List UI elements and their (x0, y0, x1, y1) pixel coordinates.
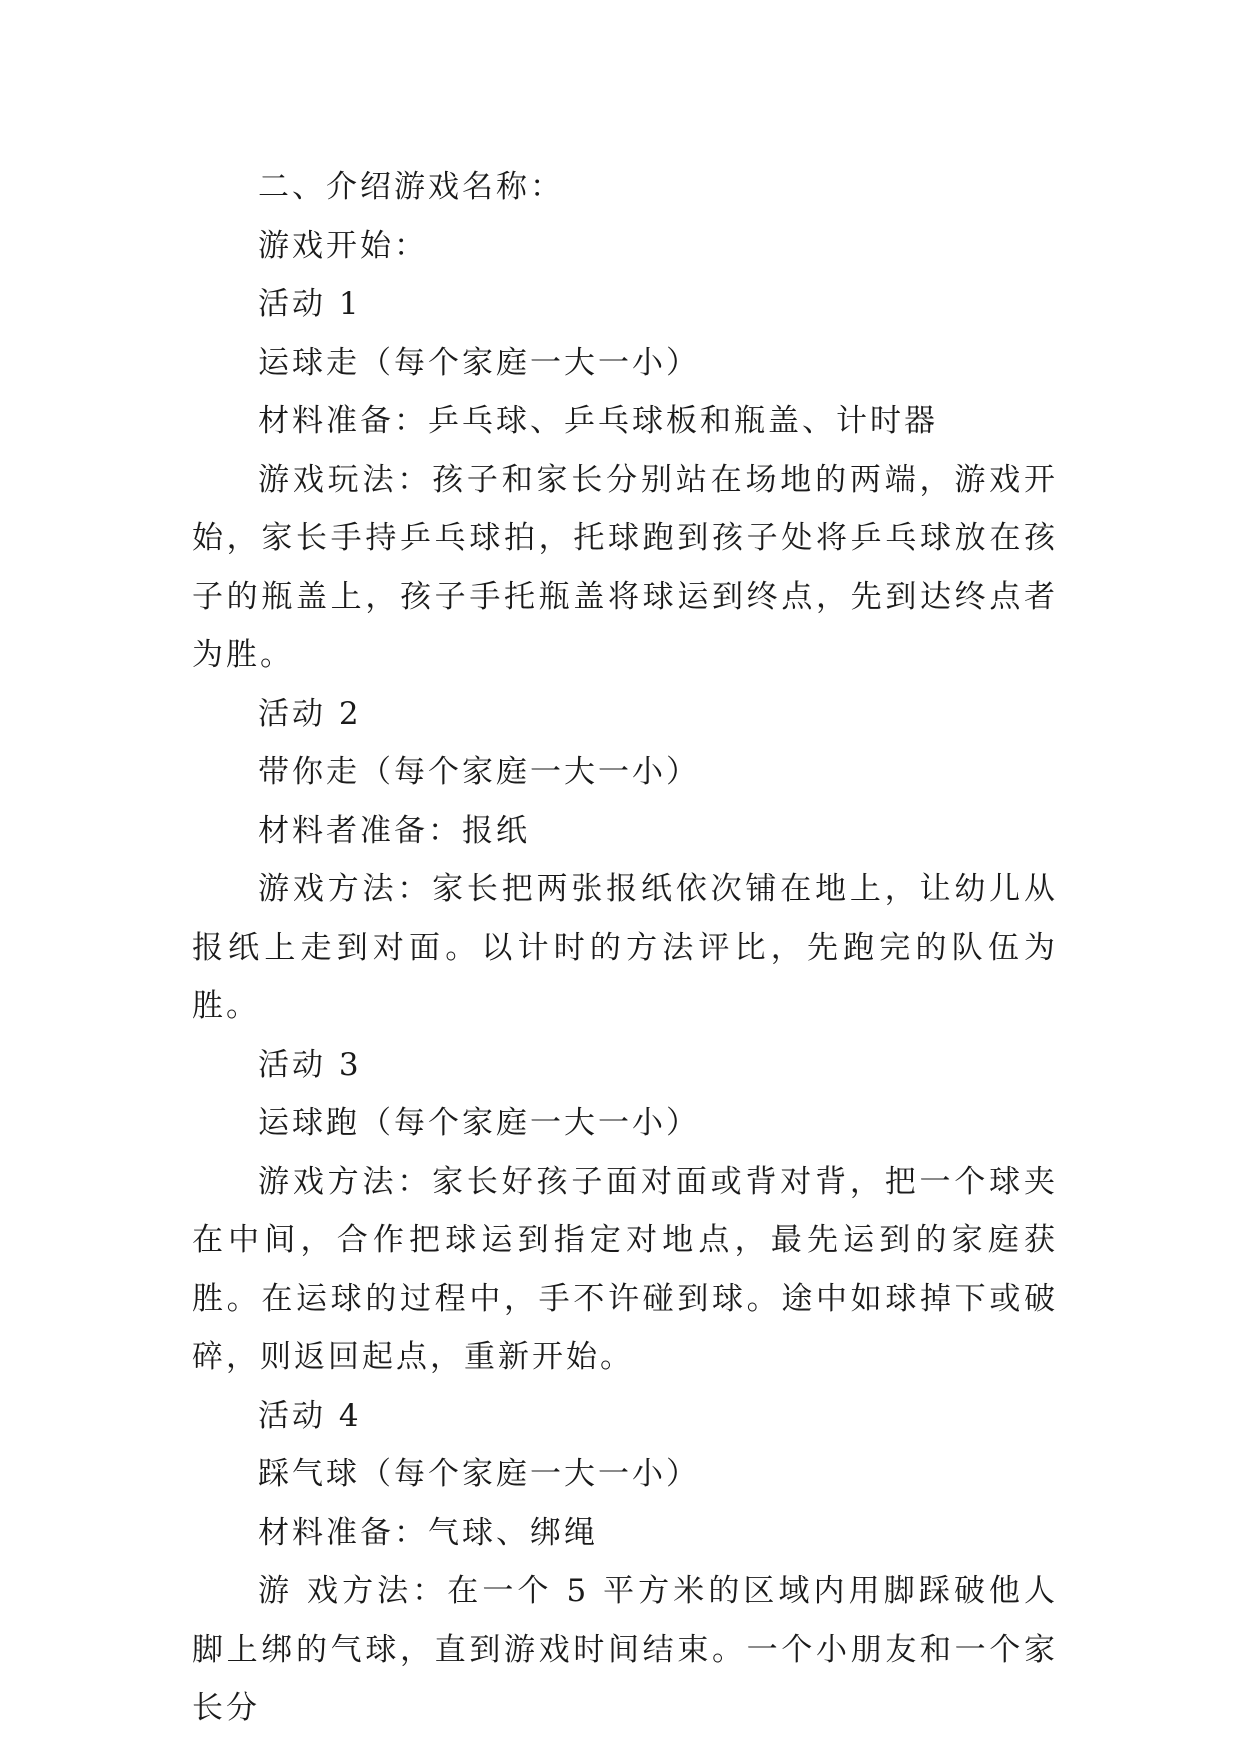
activity-1-materials: 材料准备：乒乓球、乒乓球板和瓶盖、计时器 (258, 403, 938, 439)
activity-4-materials: 材料准备：气球、绑绳 (258, 1514, 598, 1551)
activity-3-rules: 游戏方法：家长好孩子面对面或背对背，把一个球夹在中间，合作把球运到指定对地点，最先运到的家庭获胜。在运球的过程中，手不许碰到球。途中如球掉下或破碎，则返回起点，重新开始。 (192, 1163, 1058, 1375)
section-heading: 二、介绍游戏名称： (258, 169, 564, 205)
activity-4-rules: 游 戏方法：在一个 5 平方米的区域内用脚踩破他人脚上绑的气球，直到游戏时间结束。一个小朋友和一个家长分 (192, 1573, 1058, 1726)
activity-1-heading: 活动 1 (258, 286, 362, 322)
activity-1-rules: 游戏玩法：孩子和家长分别站在场地的两端，游戏开始，家长手持乒乓球拍，托球跑到孩子处将乒乓球放在孩子的瓶盖上，孩子手托瓶盖将球运到终点，先到达终点者为胜。 (192, 461, 1058, 673)
activity-2-materials: 材料者准备：报纸 (258, 812, 530, 849)
paragraph-game-start: 游戏开始： (258, 227, 428, 264)
activity-4-title: 踩气球（每个家庭一大一小） (258, 1456, 700, 1492)
activity-2-rules: 游戏方法：家长把两张报纸依次铺在地上，让幼儿从报纸上走到对面。以计时的方法评比，先跑完的队伍为胜。 (192, 871, 1058, 1024)
activity-1-title: 运球走（每个家庭一大一小） (258, 344, 700, 381)
activity-4-heading: 活动 4 (258, 1397, 362, 1434)
activity-2-title: 带你走（每个家庭一大一小） (258, 754, 700, 790)
activity-2-heading: 活动 2 (258, 695, 362, 732)
activity-3-heading: 活动 3 (258, 1046, 362, 1083)
activity-3-title: 运球跑（每个家庭一大一小） (258, 1105, 700, 1141)
document-body (192, 158, 1058, 1738)
